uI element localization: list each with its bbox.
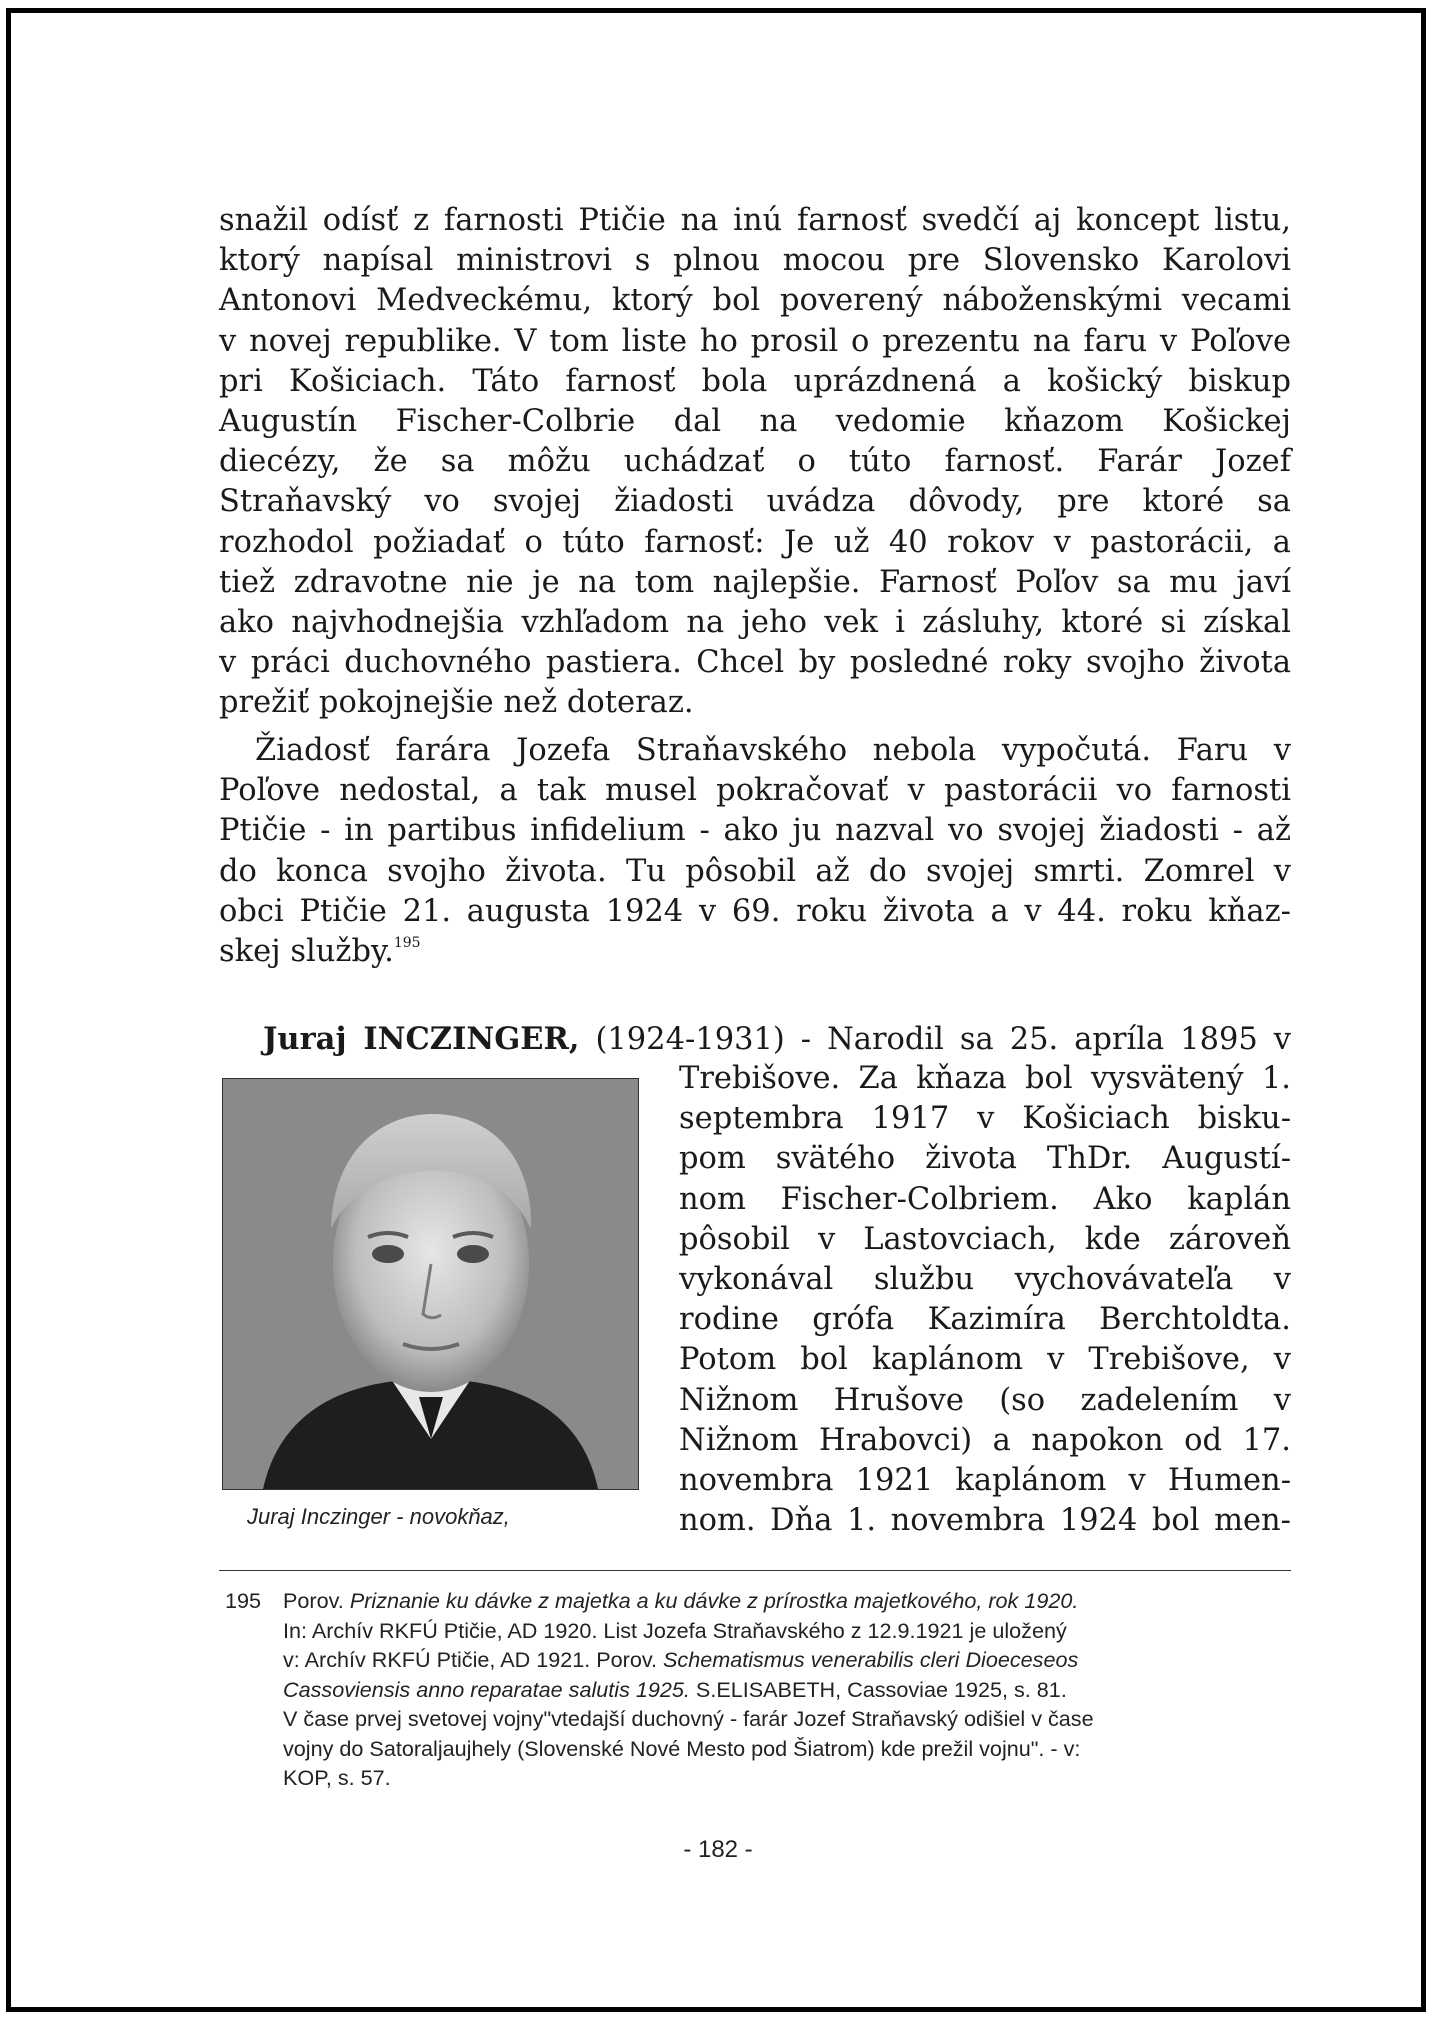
text-line: rozhodol požiadať o túto farnosť: Je už 40 rokov v pastorácii, a [219,524,1291,560]
text-line: Antonovi Medveckému, ktorý bol poverený náboženskými vecami [219,283,1291,319]
page-number: - 182 - [683,1836,753,1863]
portrait-photo [222,1078,639,1490]
text-line: Trebišove. Za kňaza bol vysvätený 1. [679,1061,1291,1096]
footnote-italic-text: Priznanie ku dávke z majetka a ku dávke z prírostka majetkového, rok 1920. [349,1588,1079,1613]
footnote-plain-text: KOP, s. 57. [283,1765,391,1790]
text-line: skej služby.$^{195}$ [219,934,421,970]
text-line: do konca svojho života. Tu pôsobil až do svojej smrti. Zomrel v [219,853,1291,889]
footnote-plain-text: S.ELISABETH, Cassoviae 1925, s. 81. [689,1676,1067,1702]
footnote-plain-text: vojny do Satoraljaujhely (Slovenské Nové Mesto pod Šiatrom) kde prežil vojnu". - v: [283,1735,1081,1761]
text-line: Nižnom Hrabovci) a napokon od 17. [679,1422,1291,1458]
text-line: pom svätého života ThDr. Augustí- [679,1141,1291,1177]
text-line: septembra 1917 v Košiciach bisku- [679,1101,1291,1137]
text-line: obci Ptičie 21. augusta 1924 v 69. roku života a v 44. roku kňaz- [219,893,1291,929]
text-line: prežiť pokojnejšie než doteraz. [219,685,694,721]
text-line: Potom bol kaplánom v Trebišove, v [679,1342,1291,1378]
text-line: novembra 1921 kaplánom v Humen- [679,1463,1291,1499]
footnote-line [283,1763,1291,1793]
text-line: ako najvhodnejšia vzhľadom na jeho vek i zásluhy, ktoré si získal [219,605,1291,641]
text-line: nom Fischer-Colbriem. Ako kaplán [679,1181,1291,1217]
text-line: ktorý napísal ministrovi s plnou mocou pre Slovensko Karolovi [219,243,1291,279]
footnote-number: 195 [225,1588,262,1613]
text-line: snažil odísť z farnosti Ptičie na inú farnosť svedčí aj koncept listu, [219,203,1291,238]
text-line: Augustín Fischer-Colbrie dal na vedomie kňazom Košickej [219,404,1291,440]
photo-caption: Juraj Inczinger - novokňaz, [247,1504,510,1529]
footnote-line [283,1586,1291,1616]
footnote-plain-text: v: Archív RKFÚ Ptičie, AD 1921. Porov. [283,1647,664,1672]
footnote-rule [219,1570,1291,1571]
text-line: Ptičie - in partibus infidelium - ako ju nazval vo svojej žiadosti - až [219,813,1291,849]
text-line: tiež zdravotne nie je na tom najlepšie. Farnosť Poľov sa mu javí [219,564,1291,600]
footnote-plain-text: In: Archív RKFÚ Ptičie, AD 1920. List Jozefa Straňavského z 12.9.1921 je uložený [283,1617,1067,1643]
footnote-line [283,1704,1291,1734]
text-line: nom. Dňa 1. novembra 1924 bol men- [679,1503,1291,1539]
text-line: pôsobil v Lastovciach, kde zároveň [679,1221,1291,1257]
text-line: v práci duchovného pastiera. Chcel by posledné roky svojho života [219,645,1291,681]
text-line: rodine grófa Kazimíra Berchtoldta. [679,1302,1291,1338]
section-heading-line [263,1019,1291,1060]
footnote-plain-text: V čase prvej svetovej vojny"vtedajší duchovný - farár Jozef Straňavský odišiel v čase [283,1706,1094,1731]
text-line: vykonával službu vychovávateľa v [679,1262,1291,1298]
paragraph-3 [679,1059,1291,1541]
paragraph-2 [219,731,1291,972]
footnote-line [283,1645,1291,1675]
text-line: v novej republike. V tom liste ho prosil o prezentu na faru v Poľove [219,323,1291,359]
heading-rest: (1924-1931) - Narodil sa 25. apríla 1895 v [579,1022,1292,1057]
footnote-italic-text: Cassoviensis anno reparatae salutis 1925. [283,1676,690,1702]
text-line: pri Košiciach. Táto farnosť bola uprázdnená a košický biskup [219,363,1291,399]
footnote-plain-text: Porov. [283,1588,350,1613]
text-line: diecézy, že sa môžu uchádzať o túto farnosť. Farár Jozef [219,444,1291,480]
footnote-line [283,1734,1291,1764]
footnote-text [283,1586,1291,1793]
footnote-line [283,1675,1291,1705]
text-line: Nižnom Hrušove (so zadelením v [679,1382,1291,1418]
paragraph-1 [219,201,1291,724]
text-line: Poľove nedostal, a tak musel pokračovať v pastorácii vo farnosti [219,773,1291,809]
text-line: Žiadosť farára Jozefa Straňavského nebola vypočutá. Faru v [255,733,1291,768]
footnote-line [283,1616,1291,1646]
person-name: Juraj INCZINGER, [263,1021,580,1057]
footnote-reference: 195 [393,935,421,952]
footnote-italic-text: Schematismus venerabilis cleri Dioeceseos [663,1647,1079,1672]
text-line: Straňavský vo svojej žiadosti uvádza dôvody, pre ktoré sa [219,484,1291,520]
